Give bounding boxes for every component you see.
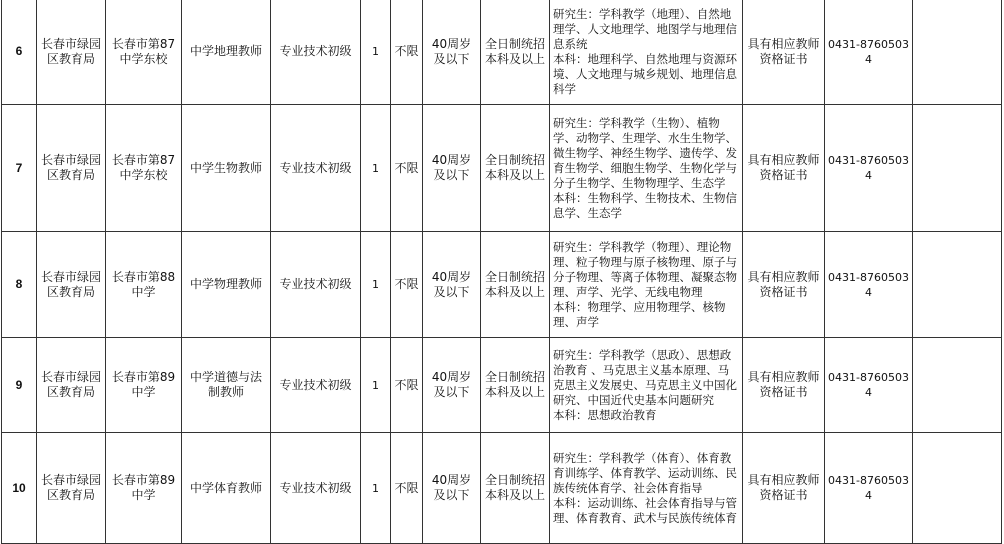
headcount-cell: 1 — [361, 105, 391, 232]
major-line: 本科：物理学、应用物理学、核物理、声学 — [553, 299, 726, 329]
phone-cell: 0431-87605034 — [825, 232, 913, 338]
major-line: 本科：思想政治教育 — [553, 407, 657, 422]
table-row — [2, 433, 1002, 544]
certificate-cell: 具有相应教师资格证书 — [743, 232, 825, 338]
major-line: 研究生：学科教学（生物）、植物学、动物学、生理学、水生生物学、微生物学、神经生物学、遗传学、发育生物学、细胞生物学、生物化学与分子生物学、生物物理学、生态学 — [553, 115, 737, 190]
remarks-cell — [913, 105, 1002, 232]
certificate-cell: 具有相应教师资格证书 — [743, 338, 825, 433]
category-cell: 专业技术初级 — [271, 105, 361, 232]
table-row — [2, 232, 1002, 338]
position-cell: 中学体育教师 — [182, 433, 271, 544]
row-number: 9 — [2, 338, 37, 433]
major-line: 本科：地理科学、自然地理与资源环境、人文地理与城乡规划、地理信息科学 — [553, 51, 737, 96]
gender-cell: 不限 — [391, 105, 423, 232]
department-cell: 长春市绿园区教育局 — [37, 105, 106, 232]
education-cell: 全日制统招本科及以上 — [481, 105, 550, 232]
remarks-cell — [913, 338, 1002, 433]
headcount-cell: 1 — [361, 338, 391, 433]
headcount-cell: 1 — [361, 232, 391, 338]
school-cell: 长春市第87中学东校 — [106, 0, 182, 105]
remarks-cell — [913, 232, 1002, 338]
category-cell: 专业技术初级 — [271, 232, 361, 338]
position-cell: 中学生物教师 — [182, 105, 271, 232]
department-cell: 长春市绿园区教育局 — [37, 0, 106, 105]
headcount-cell: 1 — [361, 433, 391, 544]
category-cell: 专业技术初级 — [271, 433, 361, 544]
phone-cell: 0431-87605034 — [825, 0, 913, 105]
phone-cell: 0431-87605034 — [825, 105, 913, 232]
certificate-cell: 具有相应教师资格证书 — [743, 0, 825, 105]
major-line: 研究生：学科教学（思政）、思想政治教育 、马克思主义基本原理、马克思主义发展史、马克思主义中国化研究、中国近代史基本问题研究 — [553, 347, 737, 407]
phone-cell: 0431-87605034 — [825, 338, 913, 433]
phone-cell: 0431-87605034 — [825, 433, 913, 544]
category-cell: 专业技术初级 — [271, 338, 361, 433]
gender-cell: 不限 — [391, 338, 423, 433]
gender-cell: 不限 — [391, 0, 423, 105]
certificate-cell: 具有相应教师资格证书 — [743, 105, 825, 232]
row-number: 6 — [2, 0, 37, 105]
gender-cell: 不限 — [391, 433, 423, 544]
row-number: 10 — [2, 433, 37, 544]
recruitment-table — [1, 0, 1002, 544]
school-cell: 长春市第88中学 — [106, 232, 182, 338]
certificate-cell: 具有相应教师资格证书 — [743, 433, 825, 544]
position-cell: 中学地理教师 — [182, 0, 271, 105]
row-number: 7 — [2, 105, 37, 232]
major-requirement-cell — [550, 0, 743, 105]
major-line: 本科：运动训练、社会体育指导与管理、体育教育、武术与民族传统体育 — [553, 495, 737, 525]
major-line: 研究生：学科教学（体育）、体育教育训练学、体育教学、运动训练、民族传统体育学、社会体育指导 — [553, 450, 737, 495]
age-requirement-cell: 40周岁及以下 — [423, 232, 481, 338]
department-cell: 长春市绿园区教育局 — [37, 338, 106, 433]
row-number: 8 — [2, 232, 37, 338]
major-line: 本科：生物科学、生物技术、生物信息学、生态学 — [553, 190, 737, 220]
school-cell: 长春市第89中学 — [106, 338, 182, 433]
category-cell: 专业技术初级 — [271, 0, 361, 105]
education-cell: 全日制统招本科及以上 — [481, 232, 550, 338]
gender-cell: 不限 — [391, 232, 423, 338]
table-row — [2, 0, 1002, 105]
age-requirement-cell: 40周岁及以下 — [423, 0, 481, 105]
school-cell: 长春市第89中学 — [106, 433, 182, 544]
major-requirement-cell — [550, 433, 743, 544]
department-cell: 长春市绿园区教育局 — [37, 232, 106, 338]
table-row — [2, 338, 1002, 433]
major-requirement-cell — [550, 232, 743, 338]
remarks-cell — [913, 433, 1002, 544]
department-cell: 长春市绿园区教育局 — [37, 433, 106, 544]
major-line: 研究生：学科教学（地理）、自然地理学、人文地理学、地图学与地理信息系统 — [553, 6, 737, 51]
education-cell: 全日制统招本科及以上 — [481, 433, 550, 544]
education-cell: 全日制统招本科及以上 — [481, 338, 550, 433]
education-cell: 全日制统招本科及以上 — [481, 0, 550, 105]
age-requirement-cell: 40周岁及以下 — [423, 338, 481, 433]
major-requirement-cell — [550, 105, 743, 232]
headcount-cell: 1 — [361, 0, 391, 105]
position-cell: 中学物理教师 — [182, 232, 271, 338]
position-cell: 中学道德与法制教师 — [182, 338, 271, 433]
table-row — [2, 105, 1002, 232]
remarks-cell — [913, 0, 1002, 105]
major-line: 研究生：学科教学（物理）、理论物理、粒子物理与原子核物理、原子与分子物理、等离子体物理、凝聚态物理、声学、光学、无线电物理 — [553, 239, 737, 299]
age-requirement-cell: 40周岁及以下 — [423, 433, 481, 544]
age-requirement-cell: 40周岁及以下 — [423, 105, 481, 232]
major-requirement-cell — [550, 338, 743, 433]
school-cell: 长春市第87中学东校 — [106, 105, 182, 232]
